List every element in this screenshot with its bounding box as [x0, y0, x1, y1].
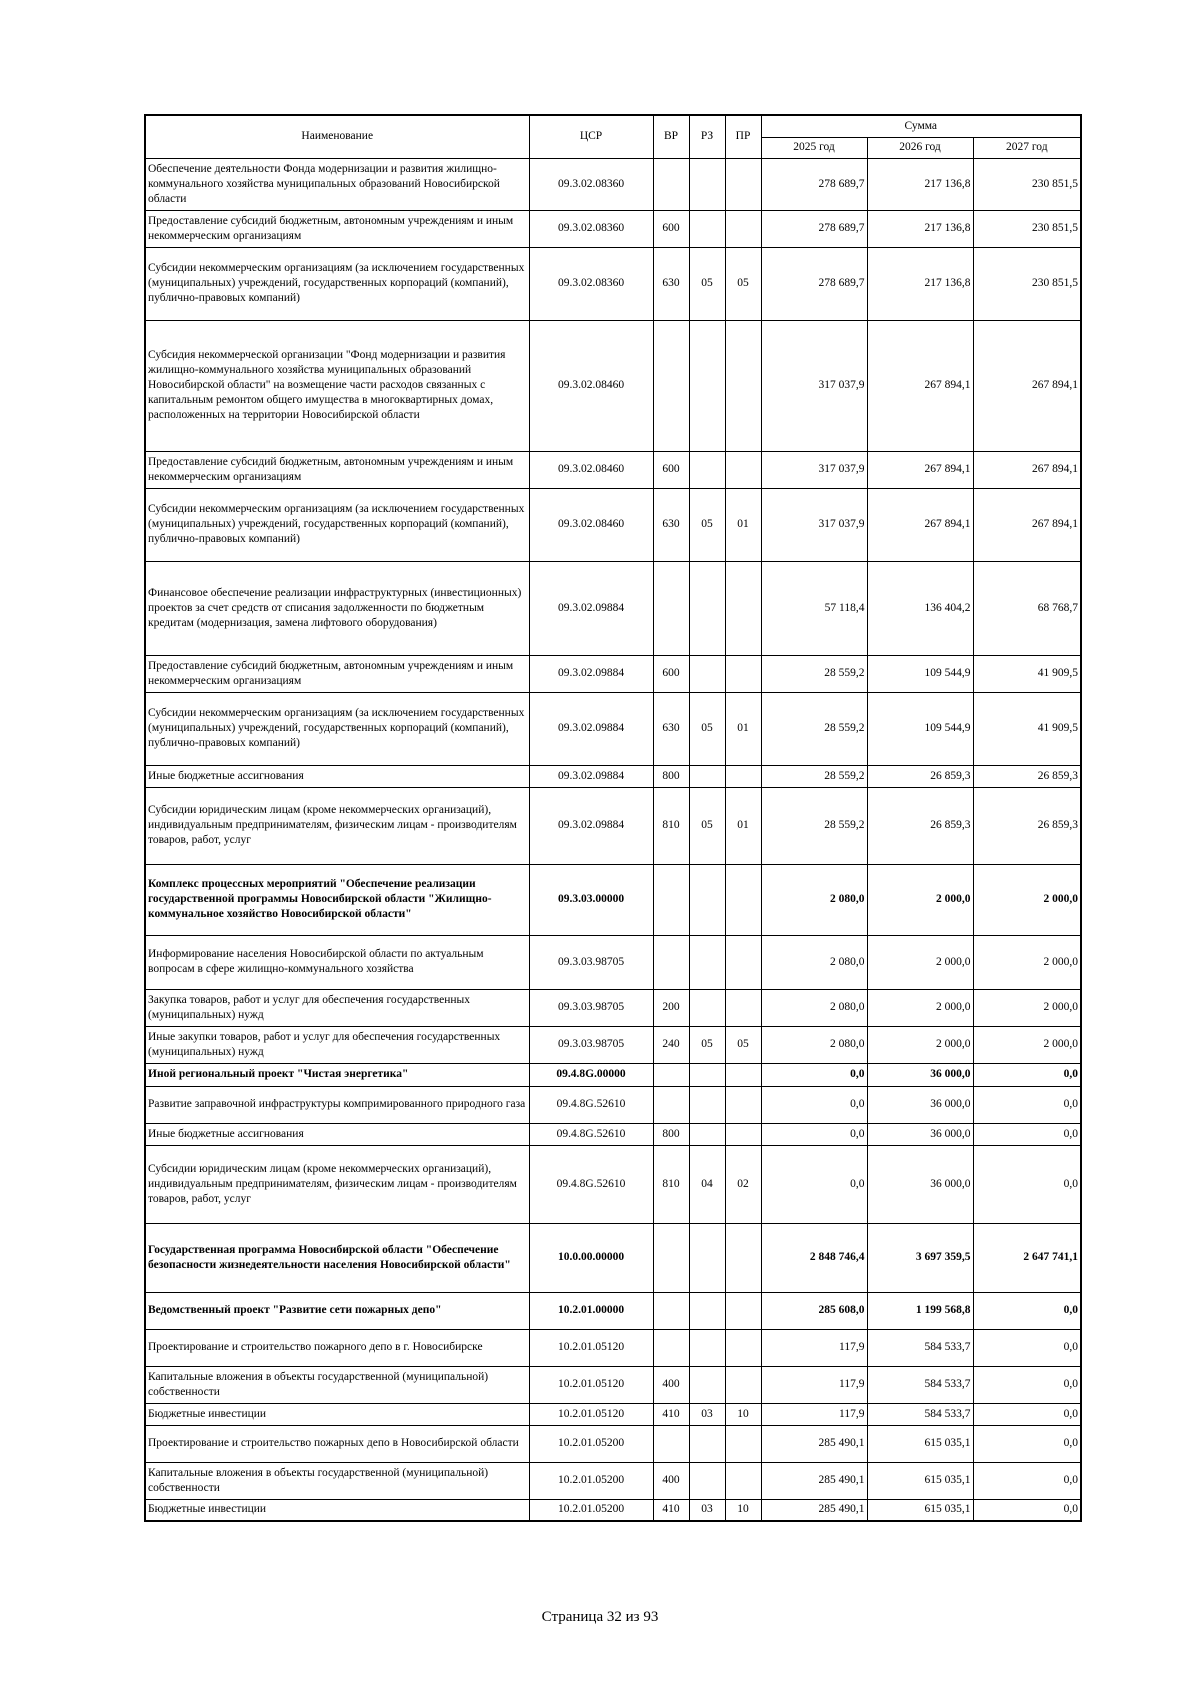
row-amount-2027: 2 000,0 — [973, 989, 1081, 1026]
table-row — [145, 692, 1081, 765]
row-name: Государственная программа Новосибирской области "Обеспечение безопасности жизнедеятельности населения Новосибирской области" — [145, 1223, 529, 1292]
row-amount-2025: 317 037,9 — [761, 451, 867, 488]
row-amount-2027: 26 859,3 — [973, 765, 1081, 787]
row-amount-2027: 0,0 — [973, 1499, 1081, 1521]
row-amount-2025: 2 848 746,4 — [761, 1223, 867, 1292]
row-pr: 10 — [725, 1403, 761, 1425]
row-vr: 810 — [653, 1145, 689, 1223]
row-amount-2026: 615 035,1 — [867, 1462, 973, 1499]
table-row — [145, 320, 1081, 451]
row-vr: 630 — [653, 488, 689, 561]
row-pr: 10 — [725, 1499, 761, 1521]
row-vr: 400 — [653, 1366, 689, 1403]
row-amount-2026: 2 000,0 — [867, 864, 973, 935]
page-number: Страница 32 из 93 — [541, 1609, 659, 1625]
row-amount-2026: 36 000,0 — [867, 1145, 973, 1223]
row-amount-2026: 1 199 568,8 — [867, 1292, 973, 1329]
row-csr: 10.2.01.05120 — [529, 1403, 653, 1425]
header-year-2026: 2026 год — [867, 137, 973, 158]
row-vr — [653, 1086, 689, 1123]
row-amount-2025: 57 118,4 — [761, 561, 867, 655]
row-rz — [689, 989, 725, 1026]
table-body — [145, 158, 1081, 1521]
table-row — [145, 864, 1081, 935]
row-amount-2027: 267 894,1 — [973, 320, 1081, 451]
row-amount-2027: 2 647 741,1 — [973, 1223, 1081, 1292]
row-rz — [689, 655, 725, 692]
row-pr: 05 — [725, 1026, 761, 1063]
row-amount-2025: 117,9 — [761, 1329, 867, 1366]
row-csr: 09.3.02.08360 — [529, 158, 653, 210]
row-vr: 410 — [653, 1403, 689, 1425]
row-amount-2027: 230 851,5 — [973, 210, 1081, 247]
row-name: Капитальные вложения в объекты государственной (муниципальной) собственности — [145, 1462, 529, 1499]
row-rz — [689, 935, 725, 989]
row-rz — [689, 1462, 725, 1499]
table-row — [145, 989, 1081, 1026]
row-amount-2026: 36 000,0 — [867, 1086, 973, 1123]
row-csr: 09.4.8G.52610 — [529, 1086, 653, 1123]
row-vr: 800 — [653, 765, 689, 787]
row-name: Предоставление субсидий бюджетным, автономным учреждениям и иным некоммерческим организациям — [145, 210, 529, 247]
row-pr — [725, 320, 761, 451]
row-pr: 05 — [725, 247, 761, 320]
table-row — [145, 247, 1081, 320]
row-vr: 630 — [653, 247, 689, 320]
row-name: Информирование населения Новосибирской области по актуальным вопросам в сфере жилищно-коммунального хозяйства — [145, 935, 529, 989]
row-pr: 01 — [725, 692, 761, 765]
row-vr — [653, 320, 689, 451]
row-csr: 09.3.03.00000 — [529, 864, 653, 935]
row-vr: 600 — [653, 210, 689, 247]
row-name: Субсидии некоммерческим организациям (за исключением государственных (муниципальных) учреждений, государственных корпораций (компаний), публично-правовых компаний) — [145, 488, 529, 561]
row-amount-2026: 615 035,1 — [867, 1499, 973, 1521]
row-vr: 800 — [653, 1123, 689, 1145]
row-rz — [689, 1329, 725, 1366]
table-row — [145, 1026, 1081, 1063]
row-pr — [725, 655, 761, 692]
row-vr: 400 — [653, 1462, 689, 1499]
row-name: Капитальные вложения в объекты государственной (муниципальной) собственности — [145, 1366, 529, 1403]
row-amount-2026: 3 697 359,5 — [867, 1223, 973, 1292]
row-vr: 200 — [653, 989, 689, 1026]
row-rz: 04 — [689, 1145, 725, 1223]
row-amount-2025: 117,9 — [761, 1403, 867, 1425]
header-vr: ВР — [653, 115, 689, 158]
row-vr: 240 — [653, 1026, 689, 1063]
row-vr: 810 — [653, 787, 689, 864]
row-amount-2025: 317 037,9 — [761, 488, 867, 561]
row-pr — [725, 864, 761, 935]
row-amount-2025: 278 689,7 — [761, 210, 867, 247]
row-pr — [725, 451, 761, 488]
table-row — [145, 1145, 1081, 1223]
row-amount-2026: 267 894,1 — [867, 320, 973, 451]
table-row — [145, 1403, 1081, 1425]
header-pr: ПР — [725, 115, 761, 158]
row-amount-2025: 285 490,1 — [761, 1425, 867, 1462]
row-csr: 09.4.8G.00000 — [529, 1063, 653, 1086]
row-amount-2027: 0,0 — [973, 1462, 1081, 1499]
row-pr — [725, 1425, 761, 1462]
row-rz: 05 — [689, 1026, 725, 1063]
header-sum: Сумма — [761, 115, 1081, 137]
row-amount-2025: 0,0 — [761, 1123, 867, 1145]
row-amount-2027: 0,0 — [973, 1366, 1081, 1403]
row-amount-2027: 0,0 — [973, 1329, 1081, 1366]
table-row — [145, 561, 1081, 655]
row-amount-2027: 230 851,5 — [973, 247, 1081, 320]
row-pr — [725, 1223, 761, 1292]
table-row — [145, 1292, 1081, 1329]
row-amount-2025: 2 080,0 — [761, 989, 867, 1026]
row-rz: 03 — [689, 1499, 725, 1521]
row-amount-2027: 0,0 — [973, 1086, 1081, 1123]
row-csr: 09.3.02.08360 — [529, 247, 653, 320]
row-vr — [653, 935, 689, 989]
row-rz — [689, 210, 725, 247]
row-amount-2025: 278 689,7 — [761, 158, 867, 210]
table-row — [145, 451, 1081, 488]
row-amount-2026: 109 544,9 — [867, 692, 973, 765]
row-amount-2026: 26 859,3 — [867, 765, 973, 787]
row-name: Бюджетные инвестиции — [145, 1403, 529, 1425]
row-vr: 410 — [653, 1499, 689, 1521]
row-amount-2025: 28 559,2 — [761, 787, 867, 864]
row-pr: 01 — [725, 787, 761, 864]
row-amount-2027: 2 000,0 — [973, 935, 1081, 989]
row-pr — [725, 1292, 761, 1329]
row-pr — [725, 1123, 761, 1145]
table-row — [145, 1223, 1081, 1292]
row-rz — [689, 1425, 725, 1462]
row-name: Иные бюджетные ассигнования — [145, 1123, 529, 1145]
row-rz: 05 — [689, 692, 725, 765]
row-amount-2027: 26 859,3 — [973, 787, 1081, 864]
table-row — [145, 158, 1081, 210]
row-amount-2025: 28 559,2 — [761, 692, 867, 765]
row-rz — [689, 1123, 725, 1145]
row-csr: 09.3.02.09884 — [529, 655, 653, 692]
table-row — [145, 1123, 1081, 1145]
row-name: Комплекс процессных мероприятий "Обеспечение реализации государственной программы Новосибирской области "Жилищно-коммунальное хозяйство Новосибирской области" — [145, 864, 529, 935]
row-vr — [653, 1223, 689, 1292]
row-name: Развитие заправочной инфраструктуры компримированного природного газа — [145, 1086, 529, 1123]
row-name: Субсидии некоммерческим организациям (за исключением государственных (муниципальных) учреждений, государственных корпораций (компаний), публично-правовых компаний) — [145, 692, 529, 765]
row-csr: 09.3.03.98705 — [529, 1026, 653, 1063]
row-rz: 05 — [689, 787, 725, 864]
row-name: Иной региональный проект "Чистая энергетика" — [145, 1063, 529, 1086]
row-amount-2026: 584 533,7 — [867, 1403, 973, 1425]
row-amount-2027: 267 894,1 — [973, 451, 1081, 488]
row-pr — [725, 158, 761, 210]
row-amount-2026: 136 404,2 — [867, 561, 973, 655]
row-rz — [689, 561, 725, 655]
row-rz — [689, 320, 725, 451]
row-amount-2025: 278 689,7 — [761, 247, 867, 320]
row-name: Финансовое обеспечение реализации инфраструктурных (инвестиционных) проектов за счет средств от списания задолженности по бюджетным кредитам (модернизация, замена лифтового оборудования) — [145, 561, 529, 655]
table-row — [145, 1086, 1081, 1123]
table-row — [145, 655, 1081, 692]
row-name: Закупка товаров, работ и услуг для обеспечения государственных (муниципальных) нужд — [145, 989, 529, 1026]
row-csr: 10.2.01.05120 — [529, 1329, 653, 1366]
row-amount-2025: 28 559,2 — [761, 655, 867, 692]
row-vr — [653, 158, 689, 210]
row-pr: 01 — [725, 488, 761, 561]
header-year-2027: 2027 год — [973, 137, 1081, 158]
row-amount-2026: 584 533,7 — [867, 1329, 973, 1366]
row-csr: 10.2.01.05120 — [529, 1366, 653, 1403]
row-rz — [689, 158, 725, 210]
row-csr: 09.3.03.98705 — [529, 935, 653, 989]
row-pr: 02 — [725, 1145, 761, 1223]
row-name: Ведомственный проект "Развитие сети пожарных депо" — [145, 1292, 529, 1329]
row-name: Предоставление субсидий бюджетным, автономным учреждениям и иным некоммерческим организациям — [145, 655, 529, 692]
row-vr — [653, 1425, 689, 1462]
row-amount-2026: 26 859,3 — [867, 787, 973, 864]
row-name: Предоставление субсидий бюджетным, автономным учреждениям и иным некоммерческим организациям — [145, 451, 529, 488]
row-amount-2026: 584 533,7 — [867, 1366, 973, 1403]
row-rz — [689, 1063, 725, 1086]
row-pr — [725, 935, 761, 989]
row-pr — [725, 1462, 761, 1499]
row-csr: 09.3.02.08460 — [529, 488, 653, 561]
row-amount-2027: 0,0 — [973, 1145, 1081, 1223]
row-name: Субсидии юридическим лицам (кроме некоммерческих организаций), индивидуальным предпринимателям, физическим лицам - производителям товаров, работ, услуг — [145, 1145, 529, 1223]
row-csr: 09.3.02.08460 — [529, 320, 653, 451]
row-pr — [725, 765, 761, 787]
row-pr — [725, 561, 761, 655]
row-csr: 09.4.8G.52610 — [529, 1145, 653, 1223]
header-row-top — [145, 115, 1081, 137]
row-name: Обеспечение деятельности Фонда модернизации и развития жилищно-коммунального хозяйства муниципальных образований Новосибирской области — [145, 158, 529, 210]
row-amount-2026: 267 894,1 — [867, 451, 973, 488]
row-amount-2026: 2 000,0 — [867, 989, 973, 1026]
row-rz — [689, 765, 725, 787]
row-vr — [653, 1329, 689, 1366]
row-pr — [725, 210, 761, 247]
row-amount-2027: 0,0 — [973, 1425, 1081, 1462]
header-rz: РЗ — [689, 115, 725, 158]
row-amount-2026: 2 000,0 — [867, 1026, 973, 1063]
row-name: Проектирование и строительство пожарного депо в г. Новосибирске — [145, 1329, 529, 1366]
row-amount-2027: 0,0 — [973, 1123, 1081, 1145]
row-amount-2027: 2 000,0 — [973, 1026, 1081, 1063]
row-rz — [689, 1292, 725, 1329]
row-rz: 05 — [689, 488, 725, 561]
row-name: Иные закупки товаров, работ и услуг для обеспечения государственных (муниципальных) нужд — [145, 1026, 529, 1063]
table-row — [145, 765, 1081, 787]
header-year-2025: 2025 год — [761, 137, 867, 158]
row-amount-2025: 0,0 — [761, 1145, 867, 1223]
row-amount-2025: 2 080,0 — [761, 864, 867, 935]
row-csr: 10.2.01.05200 — [529, 1462, 653, 1499]
row-amount-2026: 2 000,0 — [867, 935, 973, 989]
row-amount-2027: 0,0 — [973, 1292, 1081, 1329]
row-amount-2027: 41 909,5 — [973, 655, 1081, 692]
row-amount-2025: 117,9 — [761, 1366, 867, 1403]
row-amount-2026: 615 035,1 — [867, 1425, 973, 1462]
row-pr — [725, 1366, 761, 1403]
row-csr: 10.2.01.00000 — [529, 1292, 653, 1329]
row-rz — [689, 1366, 725, 1403]
row-csr: 10.0.00.00000 — [529, 1223, 653, 1292]
table-row — [145, 787, 1081, 864]
row-csr: 09.3.02.09884 — [529, 765, 653, 787]
row-csr: 09.3.02.09884 — [529, 692, 653, 765]
row-amount-2025: 2 080,0 — [761, 935, 867, 989]
row-amount-2025: 2 080,0 — [761, 1026, 867, 1063]
row-amount-2027: 41 909,5 — [973, 692, 1081, 765]
row-amount-2025: 285 490,1 — [761, 1462, 867, 1499]
row-name: Иные бюджетные ассигнования — [145, 765, 529, 787]
row-csr: 09.3.02.08360 — [529, 210, 653, 247]
row-vr — [653, 1292, 689, 1329]
row-rz — [689, 451, 725, 488]
row-amount-2025: 317 037,9 — [761, 320, 867, 451]
header-csr: ЦСР — [529, 115, 653, 158]
table-row — [145, 1063, 1081, 1086]
row-rz: 03 — [689, 1403, 725, 1425]
row-vr — [653, 561, 689, 655]
table-row — [145, 1499, 1081, 1521]
row-pr — [725, 989, 761, 1026]
row-amount-2026: 217 136,8 — [867, 158, 973, 210]
row-pr — [725, 1329, 761, 1366]
row-pr — [725, 1063, 761, 1086]
table-row — [145, 210, 1081, 247]
row-amount-2027: 0,0 — [973, 1063, 1081, 1086]
table-row — [145, 1366, 1081, 1403]
row-amount-2026: 217 136,8 — [867, 210, 973, 247]
row-amount-2026: 36 000,0 — [867, 1063, 973, 1086]
row-csr: 09.3.02.09884 — [529, 787, 653, 864]
row-rz: 05 — [689, 247, 725, 320]
row-name: Бюджетные инвестиции — [145, 1499, 529, 1521]
row-amount-2027: 68 768,7 — [973, 561, 1081, 655]
row-amount-2026: 267 894,1 — [867, 488, 973, 561]
row-amount-2025: 285 490,1 — [761, 1499, 867, 1521]
row-amount-2026: 109 544,9 — [867, 655, 973, 692]
row-pr — [725, 1086, 761, 1123]
row-rz — [689, 1223, 725, 1292]
row-csr: 09.3.02.09884 — [529, 561, 653, 655]
row-vr: 600 — [653, 451, 689, 488]
row-amount-2027: 230 851,5 — [973, 158, 1081, 210]
row-csr: 10.2.01.05200 — [529, 1425, 653, 1462]
table-row — [145, 1462, 1081, 1499]
row-csr: 09.4.8G.52610 — [529, 1123, 653, 1145]
row-amount-2025: 28 559,2 — [761, 765, 867, 787]
row-rz — [689, 864, 725, 935]
row-name: Субсидии некоммерческим организациям (за исключением государственных (муниципальных) учреждений, государственных корпораций (компаний), публично-правовых компаний) — [145, 247, 529, 320]
row-amount-2025: 0,0 — [761, 1086, 867, 1123]
row-name: Субсидия некоммерческой организации "Фонд модернизации и развития жилищно-коммунального хозяйства муниципальных образований Новосибирской области" на возмещение части расходов связанных с капитальным ремонтом общего имущества в многоквартирных домах, расположенных на территории Новосибирской области — [145, 320, 529, 451]
row-vr: 630 — [653, 692, 689, 765]
row-rz — [689, 1086, 725, 1123]
budget-table — [144, 114, 1082, 1522]
row-name: Проектирование и строительство пожарных депо в Новосибирской области — [145, 1425, 529, 1462]
row-csr: 09.3.03.98705 — [529, 989, 653, 1026]
row-vr — [653, 864, 689, 935]
row-amount-2027: 267 894,1 — [973, 488, 1081, 561]
row-vr — [653, 1063, 689, 1086]
row-amount-2025: 0,0 — [761, 1063, 867, 1086]
row-csr: 09.3.02.08460 — [529, 451, 653, 488]
table-row — [145, 1425, 1081, 1462]
row-amount-2026: 217 136,8 — [867, 247, 973, 320]
table-row — [145, 935, 1081, 989]
row-amount-2027: 0,0 — [973, 1403, 1081, 1425]
row-name: Субсидии юридическим лицам (кроме некоммерческих организаций), индивидуальным предпринимателям, физическим лицам - производителям товаров, работ, услуг — [145, 787, 529, 864]
row-amount-2025: 285 608,0 — [761, 1292, 867, 1329]
table-row — [145, 1329, 1081, 1366]
table-row — [145, 488, 1081, 561]
header-name: Наименование — [145, 115, 529, 158]
row-amount-2026: 36 000,0 — [867, 1123, 973, 1145]
row-csr: 10.2.01.05200 — [529, 1499, 653, 1521]
row-amount-2027: 2 000,0 — [973, 864, 1081, 935]
row-vr: 600 — [653, 655, 689, 692]
